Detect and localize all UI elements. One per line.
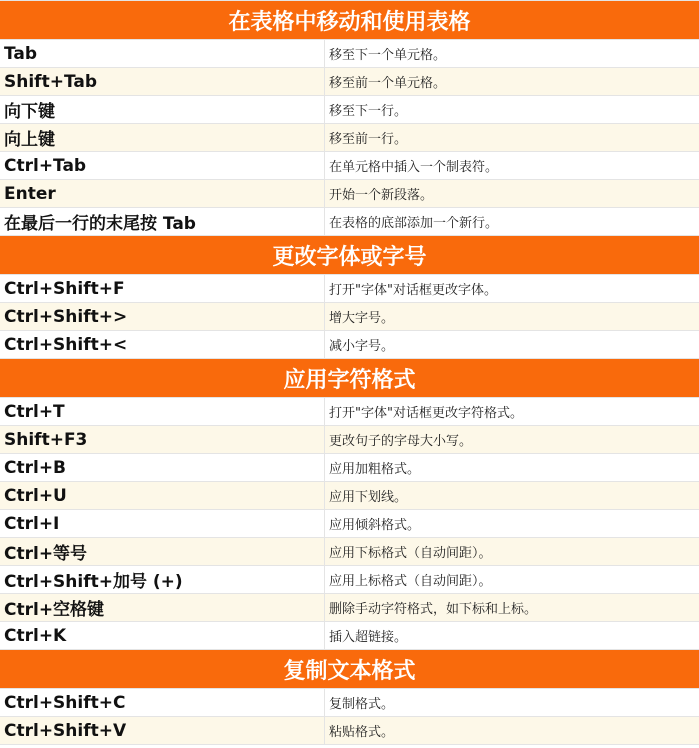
shortcut-key: Tab [0,40,325,67]
shortcut-key: Ctrl+Tab [0,152,325,179]
table-row [0,40,699,68]
shortcut-description: 应用下划线。 [329,490,408,505]
shortcut-key: 在最后一行的末尾按 Tab [0,208,325,235]
shortcut-key: Shift+F3 [0,426,325,453]
shortcut-key: Ctrl+I [0,510,325,537]
shortcut-description: 应用上标格式（自动间距）。 [329,574,492,589]
shortcut-key: Ctrl+Shift+C [0,689,325,716]
shortcut-key: 向下键 [0,96,325,123]
shortcut-key: Enter [0,180,325,207]
shortcut-key: Ctrl+Shift+< [0,331,325,358]
shortcut-description: 应用下标格式（自动间距）。 [329,546,492,561]
shortcut-description: 移至前一个单元格。 [329,76,447,91]
shortcut-description: 减小字号。 [329,339,395,354]
shortcut-key: Ctrl+B [0,454,325,481]
shortcut-description: 移至前一行。 [329,132,408,147]
shortcut-description: 移至下一个单元格。 [329,48,447,63]
shortcut-description: 移至下一行。 [329,104,408,119]
section-header: 复制文本格式 [0,650,699,689]
shortcut-key: Ctrl+Shift+加号 (+) [0,566,325,593]
shortcut-description: 打开"字体"对话框更改字体。 [329,283,497,298]
table-row [0,717,699,745]
shortcut-description: 插入超链接。 [329,630,408,645]
section-header: 应用字符格式 [0,359,699,398]
shortcut-key: Ctrl+空格键 [0,594,325,621]
table-row [0,594,699,622]
shortcut-description: 在单元格中插入一个制表符。 [329,160,499,175]
table-row [0,426,699,454]
shortcut-description: 应用倾斜格式。 [329,518,421,533]
table-row [0,622,699,650]
shortcut-key: Shift+Tab [0,68,325,95]
table-row [0,275,699,303]
shortcut-description: 增大字号。 [329,311,395,326]
shortcut-key: Ctrl+等号 [0,538,325,565]
shortcut-description: 打开"字体"对话框更改字符格式。 [329,406,523,421]
table-row [0,566,699,594]
section-header: 在表格中移动和使用表格 [0,1,699,40]
shortcut-key: Ctrl+K [0,622,325,649]
shortcut-description: 粘贴格式。 [329,725,395,740]
section-header: 更改字体或字号 [0,236,699,275]
table-row [0,454,699,482]
shortcut-description: 应用加粗格式。 [329,462,421,477]
table-row [0,208,699,236]
shortcut-description: 复制格式。 [329,697,395,712]
shortcut-key: Ctrl+Shift+F [0,275,325,302]
shortcut-description: 更改句子的字母大小写。 [329,434,473,449]
table-row [0,689,699,717]
shortcut-key: Ctrl+Shift+> [0,303,325,330]
shortcut-key: Ctrl+T [0,398,325,425]
shortcut-key: 向上键 [0,124,325,151]
shortcut-description: 开始一个新段落。 [329,188,434,203]
table-row [0,331,699,359]
table-row [0,68,699,96]
table-row [0,303,699,331]
table-row [0,538,699,566]
shortcut-description: 删除手动字符格式，如下标和上标。 [329,602,538,617]
shortcut-key: Ctrl+U [0,482,325,509]
table-row [0,510,699,538]
shortcut-description: 在表格的底部添加一个新行。 [329,216,499,231]
table-row [0,124,699,152]
table-row [0,482,699,510]
table-row [0,180,699,208]
table-row [0,152,699,180]
shortcut-key: Ctrl+Shift+V [0,717,325,744]
table-row [0,398,699,426]
table-row [0,96,699,124]
